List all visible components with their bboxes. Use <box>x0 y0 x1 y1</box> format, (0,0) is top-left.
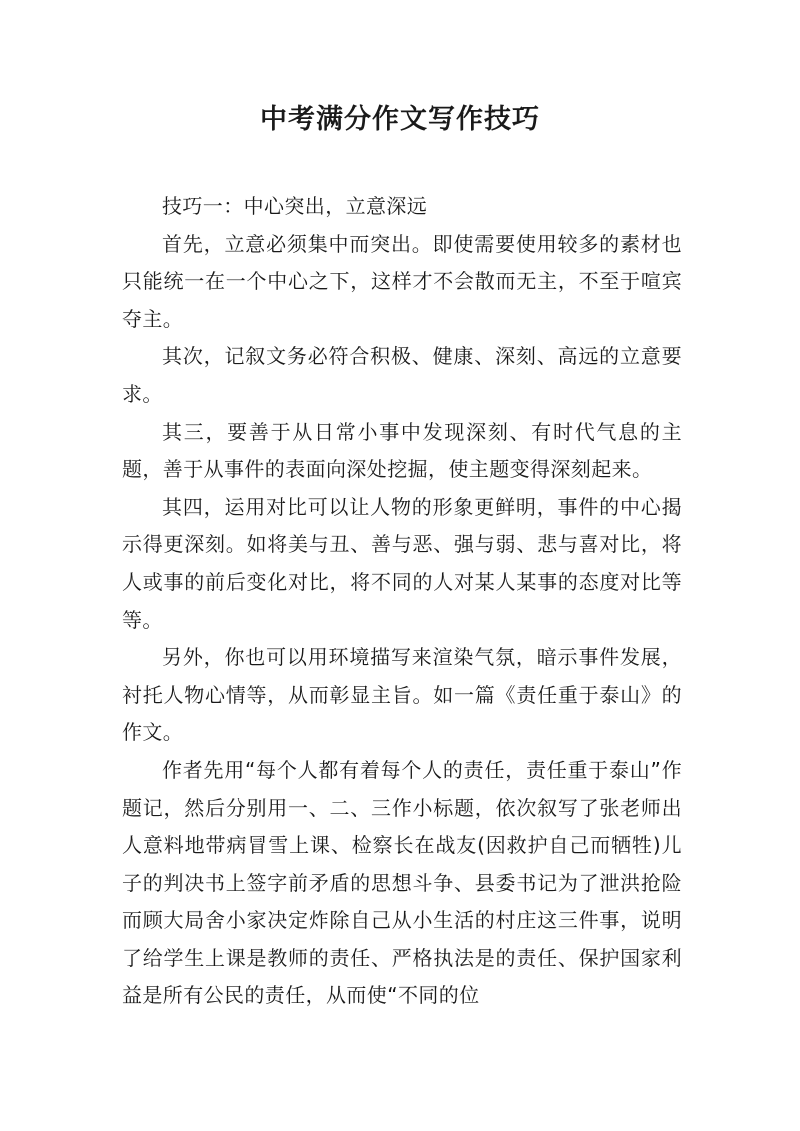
paragraph: 其三，要善于从日常小事中发现深刻、有时代气息的主题，善于从事件的表面向深处挖掘，使主题变得深刻起来。 <box>122 419 682 482</box>
paragraph: 首先，立意必须集中而突出。即使需要使用较多的素材也只能统一在一个中心之下，这样才不会散而无主，不至于喧宾夺主。 <box>122 231 682 331</box>
paragraph: 作者先用“每个人都有着每个人的责任，责任重于泰山”作题记，然后分别用一、二、三作小标题，依次叙写了张老师出人意料地带病冒雪上课、检察长在战友(因救护自己而牺牲)儿子的判决书上签字前矛盾的思想斗争、县委书记为了泄洪抢险而顾大局舍小家决定炸除自己从小生活的村庄这三件事，说明了给学生上课是教师的责任、严格执法是的责任、保护国家利益是所有公民的责任，从而使“不同的位 <box>122 757 682 1008</box>
paragraph: 其次，记叙文务必符合积极、健康、深刻、高远的立意要求。 <box>122 344 682 406</box>
section-heading: 技巧一：中心突出，立意深远 <box>162 194 428 218</box>
document-body <box>122 188 682 1015</box>
paragraph: 另外，你也可以用环境描写来渲染气氛，暗示事件发展，衬托人物心情等，从而彰显主旨。如一篇《责任重于泰山》的作文。 <box>122 645 682 745</box>
page-title: 中考满分作文写作技巧 <box>260 104 540 135</box>
paragraph: 其四，运用对比可以让人物的形象更鲜明，事件的中心揭示得更深刻。如将美与丑、善与恶、强与弱、悲与喜对比，将人或事的前后变化对比，将不同的人对某人某事的态度对比等等。 <box>122 494 682 632</box>
